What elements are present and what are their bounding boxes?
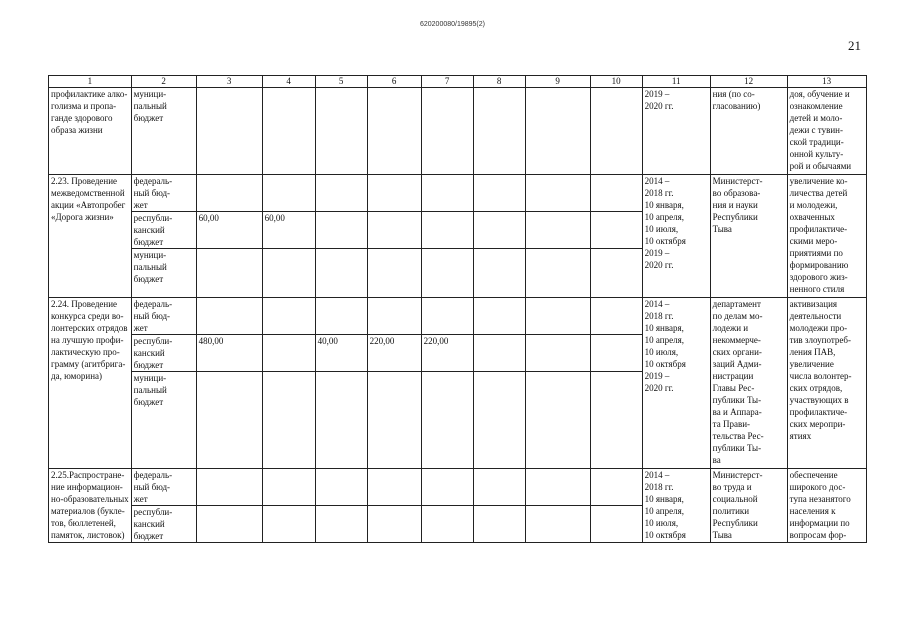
- funding-source-cell: республи- канский бюджет: [131, 335, 196, 372]
- table-cell: [196, 506, 262, 543]
- funding-source-cell: федераль- ный бюд- жет: [131, 298, 196, 335]
- table-cell: [315, 175, 367, 212]
- table-cell: [421, 372, 473, 469]
- table-cell: [315, 506, 367, 543]
- measure-name-cell: 2.25.Распростране- ние информацион- но-образовательных материалов (букле- тов, бюллетеней, памяток, листовок): [49, 469, 132, 543]
- funding-source-cell: республи- канский бюджет: [131, 212, 196, 249]
- table-cell: [473, 88, 525, 175]
- funding-source-cell: муници- пальный бюджет: [131, 372, 196, 469]
- table-cell: [367, 88, 421, 175]
- table-row: [49, 88, 867, 175]
- funding-source-cell: федераль- ный бюд- жет: [131, 469, 196, 506]
- table-row: [49, 175, 867, 212]
- expected-result-cell: доя, обучение и ознакомление детей и моло- дежи с тувин- ской традици- онной культу- рой и обычаями: [787, 88, 866, 175]
- timing-cell: 2014 – 2018 гг. 10 января, 10 апреля, 10 июля, 10 октября 2019 – 2020 гг.: [642, 175, 710, 298]
- table-cell: [473, 175, 525, 212]
- table-cell: [315, 469, 367, 506]
- executor-cell: Министерст- во труда и социальной политики Республики Тыва: [710, 469, 787, 543]
- column-header: 7: [421, 76, 473, 88]
- table-cell: [590, 212, 642, 249]
- table-cell: [590, 88, 642, 175]
- column-header: 12: [710, 76, 787, 88]
- measure-name-cell: профилактике алко- голизма и пропа- ганде здорового образа жизни: [49, 88, 132, 175]
- table-cell: [315, 372, 367, 469]
- table-cell: [525, 298, 590, 335]
- expected-result-cell: активизация деятельности молодежи про- тив злоупотреб- ления ПАВ, увеличение числа волонтер- ских отрядов, участвующих в профилактиче- ских меропри- ятиях: [787, 298, 866, 469]
- table-cell: [525, 175, 590, 212]
- table-cell: [473, 506, 525, 543]
- table-cell: [525, 335, 590, 372]
- table-cell: [262, 298, 315, 335]
- executor-cell: Министерст- во образова- ния и науки Республики Тыва: [710, 175, 787, 298]
- column-header: 2: [131, 76, 196, 88]
- table-cell: [590, 298, 642, 335]
- table-cell: [367, 469, 421, 506]
- table-cell: [421, 175, 473, 212]
- measure-name-cell: 2.23. Проведение межведомственной акции «Автопробег «Дорога жизни»: [49, 175, 132, 298]
- column-header: 3: [196, 76, 262, 88]
- table-cell: [367, 175, 421, 212]
- table-cell: [525, 88, 590, 175]
- table-cell: [525, 372, 590, 469]
- table-cell: [262, 249, 315, 298]
- table-cell: [421, 298, 473, 335]
- table-cell: [590, 175, 642, 212]
- table-cell: [367, 212, 421, 249]
- value-cell: 40,00: [315, 335, 367, 372]
- table-cell: [525, 469, 590, 506]
- table-cell: [262, 469, 315, 506]
- table-cell: [315, 249, 367, 298]
- table-cell: [473, 335, 525, 372]
- header-row: [49, 76, 867, 88]
- table-cell: [590, 335, 642, 372]
- value-cell: 220,00: [367, 335, 421, 372]
- table-cell: [196, 298, 262, 335]
- timing-cell: 2014 – 2018 гг. 10 января, 10 апреля, 10 июля, 10 октября 2019 – 2020 гг.: [642, 298, 710, 469]
- column-header: 10: [590, 76, 642, 88]
- table-cell: [590, 249, 642, 298]
- table-cell: [421, 212, 473, 249]
- timing-cell: 2014 – 2018 гг. 10 января, 10 апреля, 10 июля, 10 октября: [642, 469, 710, 543]
- funding-source-cell: муници- пальный бюджет: [131, 88, 196, 175]
- column-header: 1: [49, 76, 132, 88]
- table-cell: [590, 469, 642, 506]
- table-cell: [367, 249, 421, 298]
- table-cell: [525, 249, 590, 298]
- table-cell: [196, 469, 262, 506]
- column-header: 6: [367, 76, 421, 88]
- timing-cell: 2019 – 2020 гг.: [642, 88, 710, 175]
- table-cell: [196, 249, 262, 298]
- table-cell: [262, 506, 315, 543]
- page-number: 21: [848, 38, 861, 53]
- table-cell: [196, 372, 262, 469]
- table-cell: [590, 372, 642, 469]
- table-cell: [421, 249, 473, 298]
- measures-table: [48, 75, 867, 543]
- table-cell: [473, 212, 525, 249]
- table-cell: [262, 88, 315, 175]
- table-cell: [421, 469, 473, 506]
- table-cell: [262, 175, 315, 212]
- table-cell: [421, 506, 473, 543]
- table-cell: [421, 88, 473, 175]
- column-header: 8: [473, 76, 525, 88]
- table-cell: [473, 469, 525, 506]
- table-cell: [525, 506, 590, 543]
- table-cell: [473, 298, 525, 335]
- funding-source-cell: муници- пальный бюджет: [131, 249, 196, 298]
- table-cell: [315, 212, 367, 249]
- column-header: 9: [525, 76, 590, 88]
- table-row: [49, 469, 867, 506]
- column-header: 13: [787, 76, 866, 88]
- table-cell: [262, 335, 315, 372]
- measure-name-cell: 2.24. Проведение конкурса среди во- лонтерских отрядов на лучшую профи- лактическую про- грамму (агитбрига- да, юморина): [49, 298, 132, 469]
- document-id: 620200080/19895(2): [419, 21, 485, 28]
- value-cell: 480,00: [196, 335, 262, 372]
- table-cell: [590, 506, 642, 543]
- table-cell: [196, 175, 262, 212]
- table-cell: [367, 298, 421, 335]
- table-cell: [262, 372, 315, 469]
- column-header: 11: [642, 76, 710, 88]
- expected-result-cell: обеспечение широкого дос- тупа незанятого населения к информации по вопросам фор-: [787, 469, 866, 543]
- value-cell: 60,00: [196, 212, 262, 249]
- table-cell: [315, 88, 367, 175]
- table-row: [49, 298, 867, 335]
- table-cell: [473, 249, 525, 298]
- funding-source-cell: республи- канский бюджет: [131, 506, 196, 543]
- table-cell: [367, 372, 421, 469]
- executor-cell: ния (по со- гласованию): [710, 88, 787, 175]
- table-cell: [196, 88, 262, 175]
- executor-cell: департамент по делам мо- лодежи и некоммерче- ских органи- заций Адми- нистрации Главы Рес- публики Ты- ва и Аппара- та Прави- тельства Рес- публики Ты- ва: [710, 298, 787, 469]
- table-cell: [473, 372, 525, 469]
- column-header: 5: [315, 76, 367, 88]
- expected-result-cell: увеличение ко- личества детей и молодежи, охваченных профилактиче- скими меро- приятиями по формированию здорового жиз- ненного стиля: [787, 175, 866, 298]
- table-cell: [525, 212, 590, 249]
- table-cell: [367, 506, 421, 543]
- funding-source-cell: федераль- ный бюд- жет: [131, 175, 196, 212]
- table-cell: [315, 298, 367, 335]
- value-cell: 220,00: [421, 335, 473, 372]
- value-cell: 60,00: [262, 212, 315, 249]
- column-header: 4: [262, 76, 315, 88]
